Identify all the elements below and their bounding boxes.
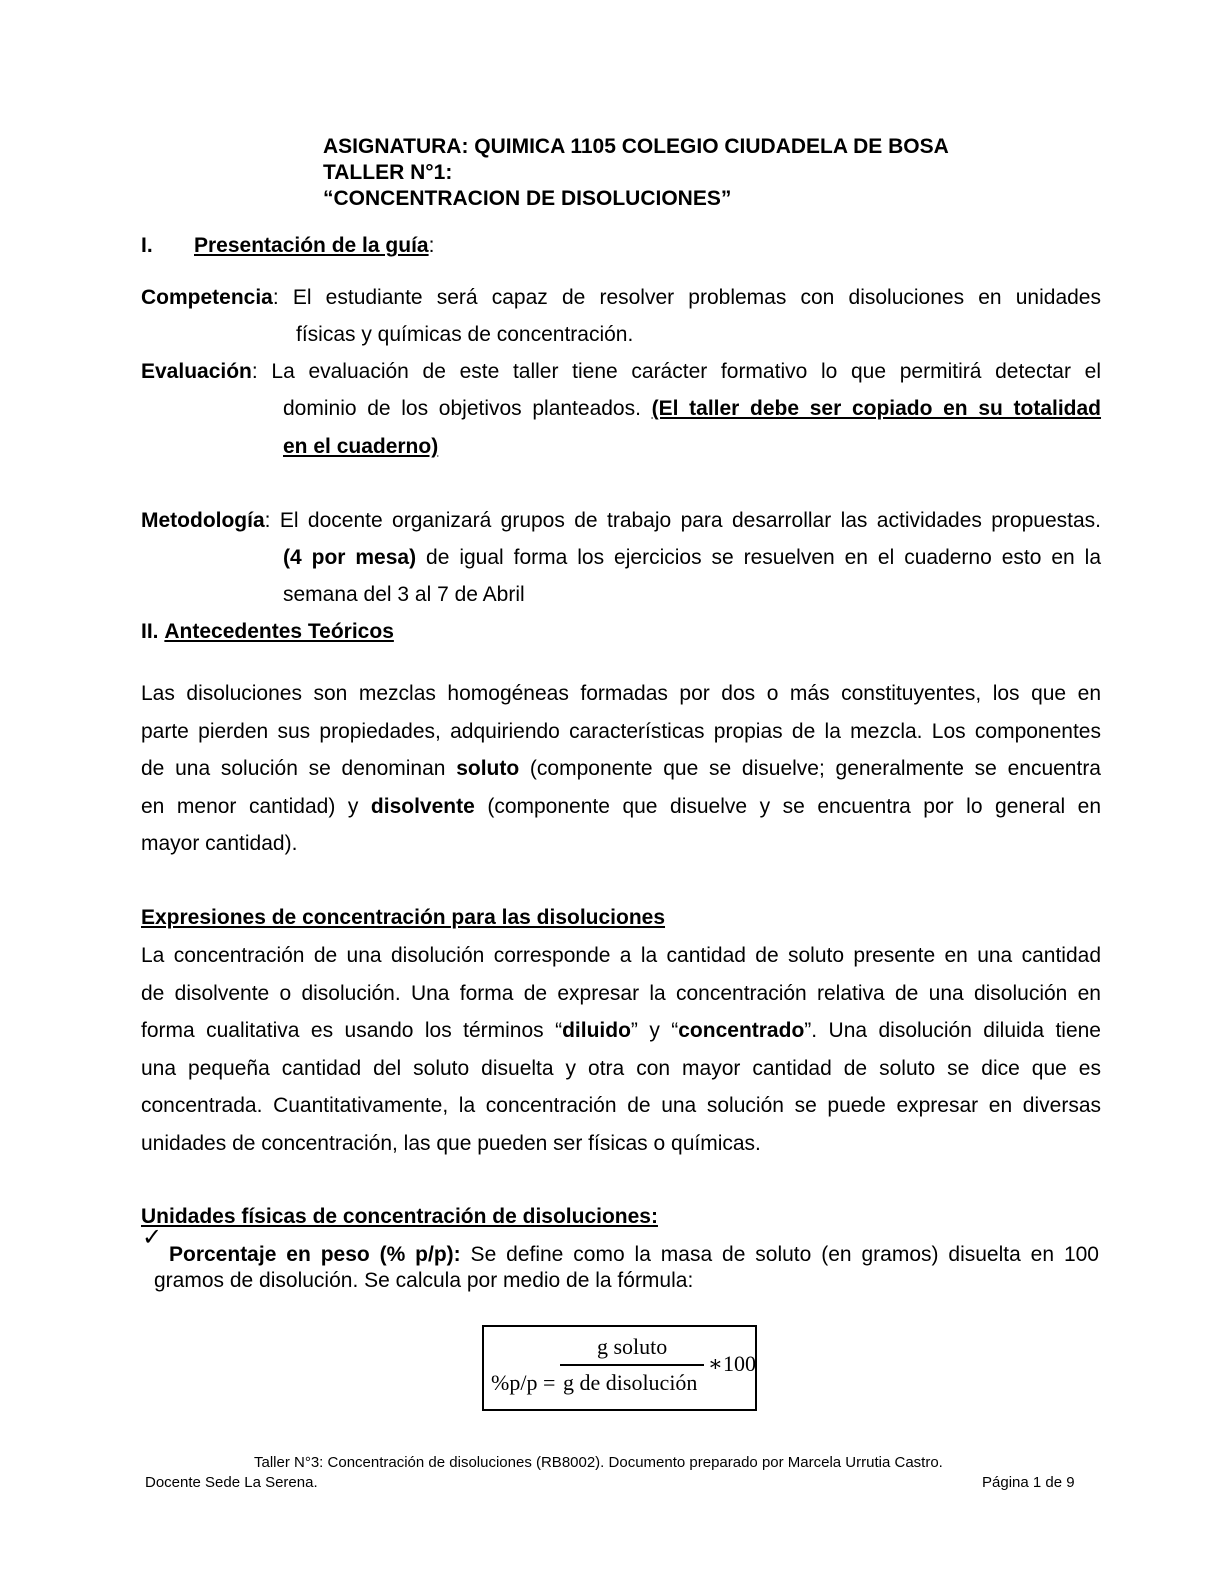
porcentaje-label: Porcentaje en peso (% p/p): [169,1243,461,1266]
metodologia-line-2: (4 por mesa) de igual forma los ejercicios se resuelven en el cuaderno esto en la [283,546,1102,569]
header-taller: TALLER N°1: [323,161,453,184]
section-1-title: Presentación de la guía [194,234,429,257]
porcentaje-line-2: gramos de disolución. Se calcula por medio de la fórmula: [154,1269,694,1292]
metodologia-label: Metodología [141,509,265,532]
section-1-number: I. [141,234,153,257]
evaluacion-label: Evaluación [141,360,252,383]
porcentaje-line-1: Porcentaje en peso (% p/p): Se define como la masa de soluto (en gramos) disuelta en 100 [169,1243,1099,1266]
evaluacion-line-2: dominio de los objetivos planteados. (El taller debe ser copiado en su totalidad [283,397,1102,420]
competencia-label: Competencia [141,286,273,309]
footer-line-1: Taller N°3: Concentración de disoluciones (RB8002). Documento preparado por Marcela Urrutia Castro. [254,1454,943,1471]
section-2-number: II. [141,620,159,643]
expresiones-title: Expresiones de concentración para las disoluciones [141,906,666,929]
paragraph-expresiones: La concentración de una disolución corresponde a la cantidad de soluto presente en una cantidad de disolvente o disolución. Una forma de expresar la concentración relativa de una disolución en forma cualitativa es usando los términos “diluido” y “concentrado”. Una disolución diluida tiene una pequeña cantidad del soluto disuelta y otra con mayor cantidad de soluto se dice que es concentrada. Cuantitativamente, la concentración de una solución se puede expresar en diversas unidades de concentración, las que pueden ser físicas o químicas. [141,944,1101,1155]
evaluacion-note: (El taller debe ser copiado en su totalidad [651,397,1102,420]
metodologia-line-3: semana del 3 al 7 de Abril [283,583,525,606]
section-2-title: Antecedentes Teóricos [164,620,394,643]
section-1-heading: Presentación de la guía: [194,234,435,257]
competencia-line-2: físicas y químicas de concentración. [296,323,634,346]
fraction-bar [560,1364,704,1366]
formula-multiplier: ∗100 [708,1351,756,1376]
header-subject: ASIGNATURA: QUIMICA 1105 COLEGIO CIUDADELA DE BOSA [323,135,949,158]
header-topic: “CONCENTRACION DE DISOLUCIONES” [323,187,732,210]
unidades-title: Unidades físicas de concentración de disoluciones: [141,1205,658,1228]
formula-lhs: %p/p = [491,1370,556,1395]
formula-denominator: g de disolución [563,1370,698,1395]
competencia-line-1: Competencia: El estudiante será capaz de resolver problemas con disoluciones en unidades [141,286,1101,309]
document-header [323,134,949,212]
evaluacion-line-1: Evaluación: La evaluación de este taller tiene carácter formativo lo que permitirá detectar el [141,360,1101,383]
metodologia-line-1: Metodología: El docente organizará grupos de trabajo para desarrollar las actividades propuestas. [141,509,1101,532]
formula-numerator: g soluto [597,1334,668,1359]
page-number: Página 1 de 9 [982,1474,1075,1491]
footer-left: Docente Sede La Serena. [145,1474,318,1491]
evaluacion-line-3: en el cuaderno) [283,435,439,458]
paragraph-disoluciones: Las disoluciones son mezclas homogéneas formadas por dos o más constituyentes, los que en parte pierden sus propiedades, adquiriendo características propias de la mezcla. Los componentes de una solución se denominan soluto (componente que se disuelve; generalmente se encuentra en menor cantidad) y disolvente (componente que disuelve y se encuentra por lo general en mayor cantidad). [141,682,1102,855]
section-2-heading [141,613,394,651]
checkmark-icon: ✓ [142,1225,163,1251]
